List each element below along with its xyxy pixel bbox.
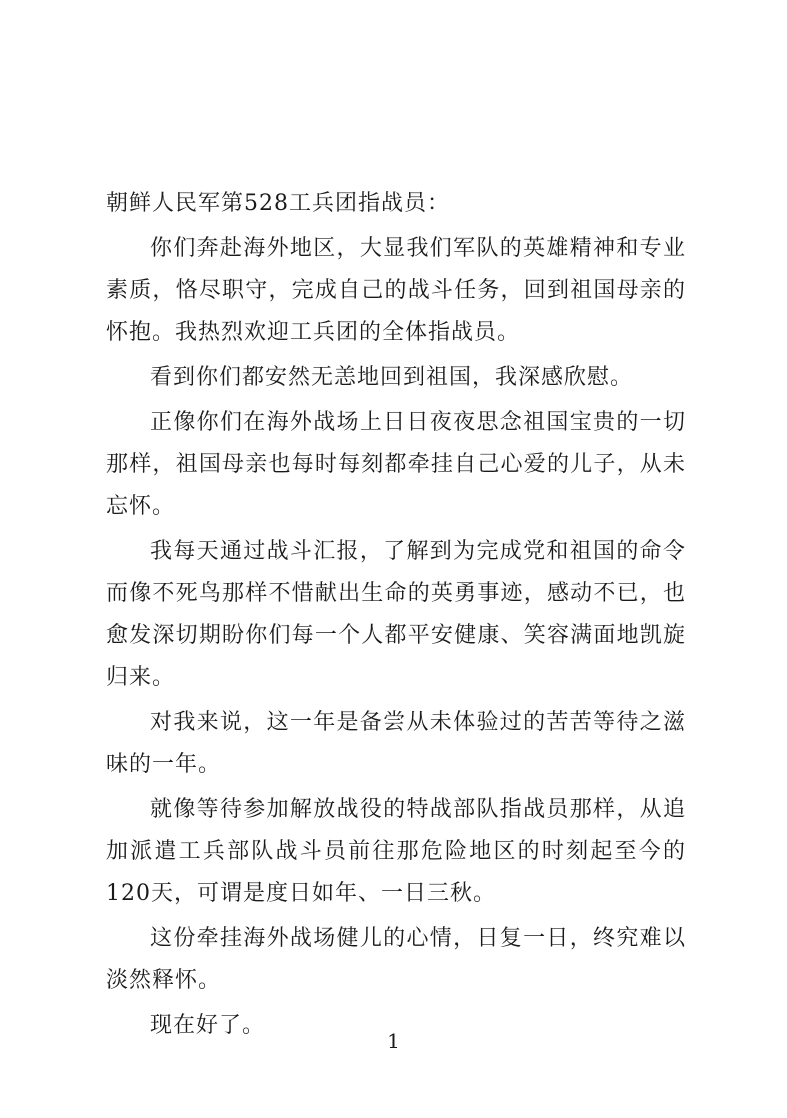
paragraph-4: 我每天通过战斗汇报，了解到为完成党和祖国的命令而像不死鸟那样不惜献出生命的英勇事迹，感动不已，也愈发深切期盼你们每一个人都平安健康、笑容满面地凯旋归来。 [106, 539, 686, 690]
paragraph-2: 看到你们都安然无恙地回到祖国，我深感欣慰。 [150, 365, 634, 390]
paragraph-7: 这份牵挂海外战场健儿的心情，日复一日，终究难以淡然释怀。 [106, 926, 686, 993]
letter-body [106, 183, 686, 1050]
paragraph-8: 现在好了。 [150, 1013, 266, 1038]
salutation: 朝鲜人民军第528工兵团指战员： [106, 191, 450, 216]
page-number: 1 [387, 1029, 400, 1053]
paragraph-1: 你们奔赴海外地区，大显我们军队的英雄精神和专业素质，恪尽职守，完成自己的战斗任务，回到祖国母亲的怀抱。我热烈欢迎工兵团的全体指战员。 [106, 236, 686, 345]
paragraph-3: 正像你们在海外战场上日日夜夜思念祖国宝贵的一切那样，祖国母亲也每时每刻都牵挂自己心爱的儿子，从未忘怀。 [106, 410, 686, 519]
paragraph-6: 就像等待参加解放战役的特战部队指战员那样，从追加派遣工兵部队战斗员前往那危险地区的时刻起至今的120天，可谓是度日如年、一日三秋。 [106, 797, 686, 906]
paragraph-5: 对我来说，这一年是备尝从未体验过的苦苦等待之滋味的一年。 [106, 710, 686, 777]
